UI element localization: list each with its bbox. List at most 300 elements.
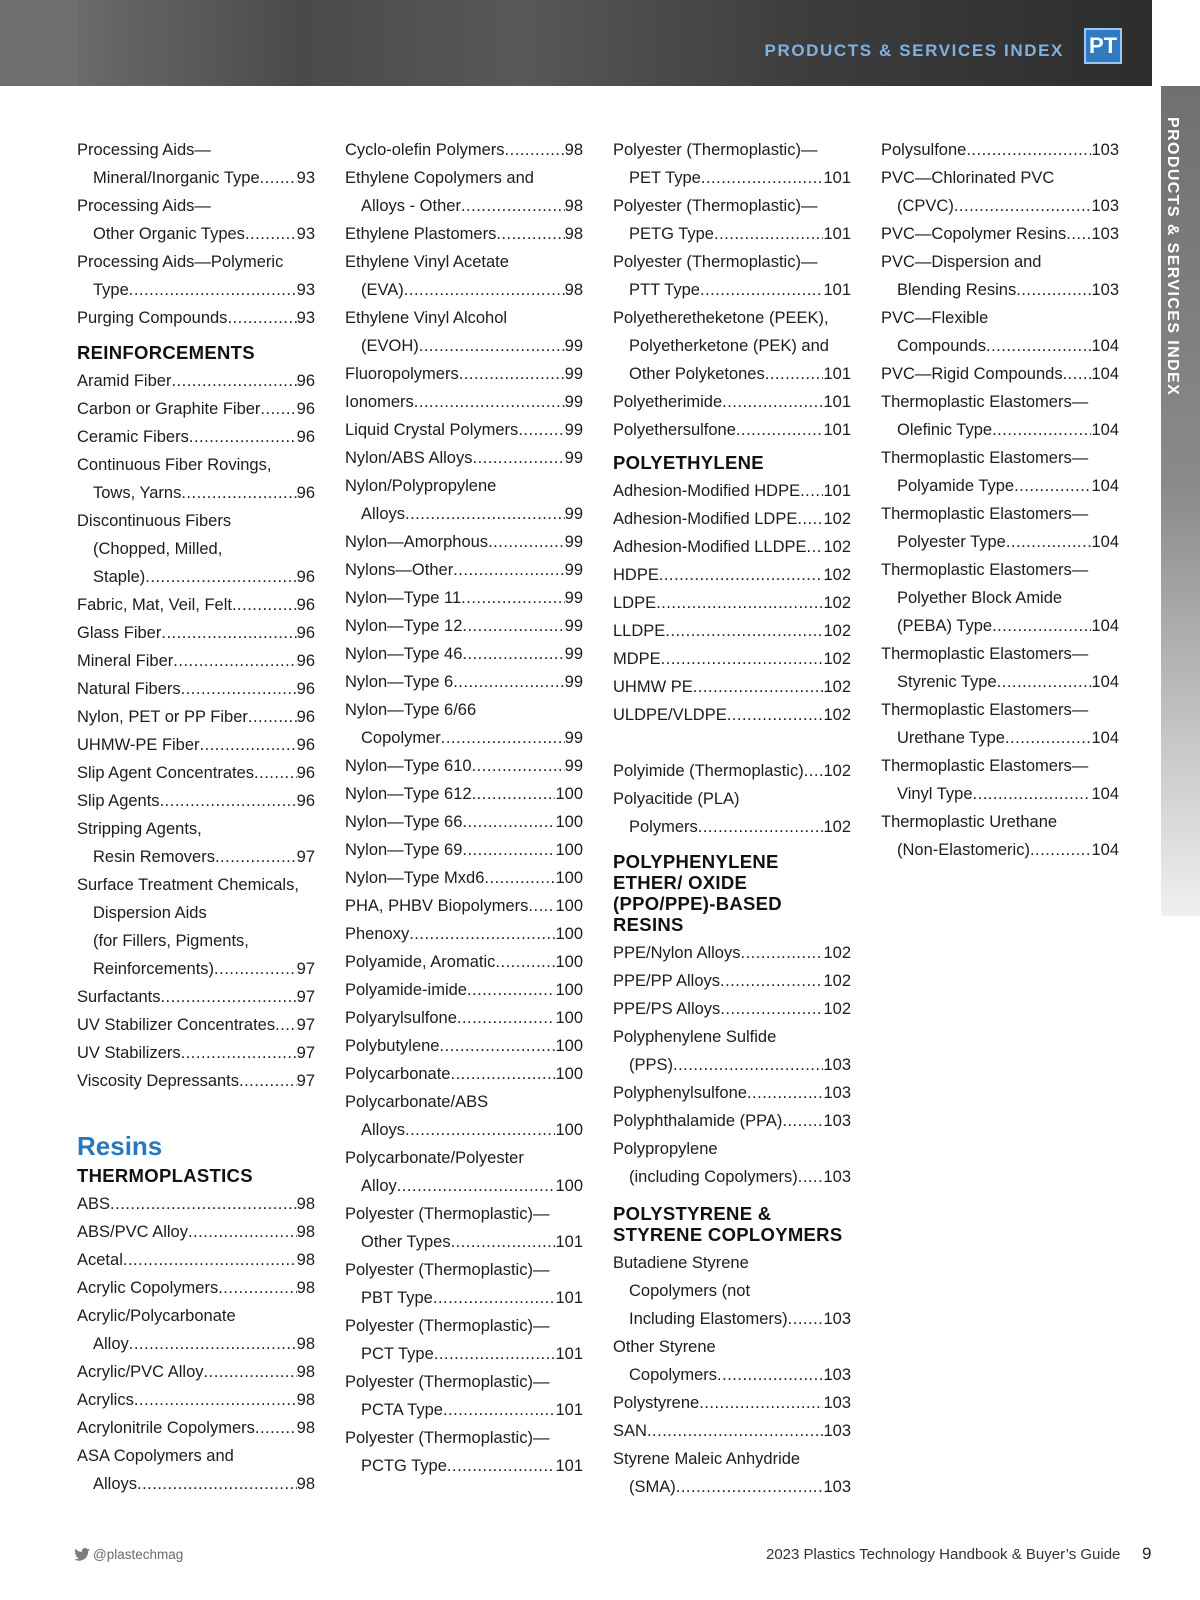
index-entry[interactable] — [345, 612, 583, 640]
entry-line — [345, 752, 583, 780]
index-entry[interactable] — [613, 477, 851, 505]
entry-line — [77, 220, 315, 248]
page-reference: 96 — [296, 680, 315, 698]
entry-text: Polyethersulfone — [613, 421, 736, 439]
entry-line — [345, 360, 583, 388]
dot-leader — [161, 619, 296, 647]
dot-leader — [248, 703, 297, 731]
index-entry[interactable] — [345, 444, 583, 472]
index-entry[interactable] — [77, 451, 315, 507]
entry-text: Viscosity Depressants — [77, 1072, 240, 1090]
index-entry[interactable] — [345, 1060, 583, 1088]
dot-leader — [200, 731, 297, 759]
entry-text: PET Type — [629, 169, 701, 187]
dot-leader — [204, 1358, 297, 1386]
dot-leader — [495, 948, 555, 976]
header-left-panel — [0, 0, 78, 86]
page-reference: 101 — [823, 225, 851, 243]
dot-leader — [788, 1305, 824, 1333]
index-entry[interactable] — [77, 703, 315, 731]
entry-text: Polyphthalamide (PPA) — [613, 1112, 783, 1130]
index-entry[interactable] — [345, 1032, 583, 1060]
index-entry[interactable] — [345, 248, 583, 304]
entry-text: Polycarbonate/Polyester — [345, 1149, 524, 1167]
entry-line — [77, 423, 315, 451]
index-entry[interactable] — [77, 1442, 315, 1498]
page-reference: 101 — [823, 169, 851, 187]
entry-text: Ethylene Plastomers — [345, 225, 497, 243]
index-entry[interactable] — [77, 675, 315, 703]
entry-line — [77, 759, 315, 787]
entry-text: Slip Agent Concentrates — [77, 764, 255, 782]
index-entry[interactable] — [613, 995, 851, 1023]
index-entry[interactable] — [345, 360, 583, 388]
index-entry[interactable] — [77, 787, 315, 815]
dot-leader — [457, 1004, 556, 1032]
dot-leader — [804, 757, 824, 785]
index-entry[interactable] — [345, 304, 583, 360]
entry-text: PVC—Copolymer Resins — [881, 225, 1067, 243]
index-entry[interactable] — [77, 1246, 315, 1274]
entry-line — [613, 1361, 851, 1389]
index-entry[interactable] — [77, 304, 315, 332]
index-entry[interactable] — [613, 967, 851, 995]
index-entry[interactable] — [613, 192, 851, 248]
entry-text: Nylon—Type 66 — [345, 813, 463, 831]
entry-text: Polyetherimide — [613, 393, 723, 411]
index-entry[interactable] — [77, 367, 315, 395]
entry-text: PBT Type — [361, 1289, 433, 1307]
dot-leader — [451, 1060, 556, 1088]
page-reference: 98 — [564, 281, 583, 299]
dot-leader — [992, 416, 1091, 444]
page-reference: 99 — [564, 757, 583, 775]
page-reference: 102 — [823, 972, 851, 990]
page-reference: 98 — [564, 141, 583, 159]
entry-text: ASA Copolymers and — [77, 1447, 234, 1465]
entry-line — [613, 673, 851, 701]
index-entry[interactable] — [881, 164, 1119, 220]
entry-line — [613, 645, 851, 673]
page-reference: 100 — [555, 953, 583, 971]
entry-line — [77, 1039, 315, 1067]
page-reference: 98 — [296, 1419, 315, 1437]
index-column-4 — [881, 136, 1119, 864]
index-entry[interactable] — [345, 920, 583, 948]
index-entry[interactable] — [613, 136, 851, 192]
index-entry[interactable] — [77, 1414, 315, 1442]
page-reference: 99 — [564, 645, 583, 663]
entry-line — [345, 640, 583, 668]
entry-text: Styrenic Type — [897, 673, 997, 691]
index-entry[interactable] — [77, 619, 315, 647]
index-entry[interactable] — [881, 136, 1119, 164]
entry-text: (PEBA) Type — [897, 617, 993, 635]
page-reference: 102 — [823, 818, 851, 836]
index-entry[interactable] — [77, 248, 315, 304]
index-entry[interactable] — [613, 416, 851, 444]
entry-line — [881, 472, 1119, 500]
entry-text: Polystyrene — [613, 1394, 700, 1412]
entry-text: Glass Fiber — [77, 624, 162, 642]
entry-text: Nylon—Type 12 — [345, 617, 463, 635]
entry-text: Ethylene Vinyl Acetate — [345, 253, 509, 271]
entry-text: Ethylene Vinyl Alcohol — [345, 309, 508, 327]
index-entry[interactable] — [345, 556, 583, 584]
index-entry[interactable] — [77, 1218, 315, 1246]
index-entry[interactable] — [345, 864, 583, 892]
index-entry[interactable] — [613, 248, 851, 304]
index-entry[interactable] — [345, 584, 583, 612]
dot-leader — [405, 1116, 555, 1144]
index-entry[interactable] — [881, 808, 1119, 864]
index-entry[interactable] — [613, 561, 851, 589]
publication-title: 2023 Plastics Technology Handbook & Buyer’s Guide — [766, 1546, 1121, 1563]
index-entry[interactable] — [345, 1004, 583, 1032]
index-entry[interactable] — [77, 871, 315, 983]
index-entry[interactable] — [77, 507, 315, 591]
page-reference: 102 — [823, 944, 851, 962]
entry-text: Nylon—Type 6 — [345, 673, 454, 691]
dot-leader — [419, 332, 565, 360]
index-entry[interactable] — [345, 1144, 583, 1200]
index-entry[interactable] — [345, 640, 583, 668]
index-column-3 — [613, 136, 851, 1501]
dot-leader — [676, 1473, 824, 1501]
index-entry[interactable] — [613, 757, 851, 785]
index-entry[interactable] — [345, 668, 583, 696]
entry-line — [345, 864, 583, 892]
index-entry[interactable] — [77, 1302, 315, 1358]
entry-line — [77, 983, 315, 1011]
index-entry[interactable] — [345, 836, 583, 864]
index-entry[interactable] — [345, 1312, 583, 1368]
dot-leader — [798, 1163, 824, 1191]
entry-text: Polyamide, Aromatic — [345, 953, 496, 971]
index-entry[interactable] — [345, 696, 583, 752]
entry-text: Thermoplastic Elastomers— — [881, 561, 1089, 579]
index-entry[interactable] — [613, 1079, 851, 1107]
index-entry[interactable] — [613, 304, 851, 388]
dot-leader — [647, 1417, 824, 1445]
page-reference: 98 — [296, 1391, 315, 1409]
page-reference: 100 — [555, 1065, 583, 1083]
index-entry[interactable] — [613, 645, 851, 673]
entry-text: Polypropylene — [613, 1140, 718, 1158]
entry-text: Polyester (Thermoplastic)— — [613, 197, 818, 215]
entry-line — [613, 939, 851, 967]
index-entry[interactable] — [345, 1256, 583, 1312]
index-entry[interactable] — [881, 640, 1119, 696]
index-entry[interactable] — [881, 220, 1119, 248]
entry-text: Polyetheretheketone (PEEK), — [613, 309, 829, 327]
index-entry[interactable] — [613, 533, 851, 561]
entry-text: (PPS) — [629, 1056, 674, 1074]
index-entry[interactable] — [613, 589, 851, 617]
entry-text: LLDPE — [613, 622, 666, 640]
dot-leader — [255, 1414, 297, 1442]
entry-text: Adhesion-Modified LDPE — [613, 510, 798, 528]
entry-line — [345, 1284, 583, 1312]
page-reference: 104 — [1091, 337, 1119, 355]
entry-text: (CPVC) — [897, 197, 954, 215]
page-reference: 100 — [555, 897, 583, 915]
entry-text: Resin Removers — [93, 848, 215, 866]
dot-leader — [462, 808, 555, 836]
dot-leader — [736, 416, 824, 444]
entry-line — [613, 967, 851, 995]
dot-leader — [129, 276, 297, 304]
entry-text: Olefinic Type — [897, 421, 993, 439]
index-entry[interactable] — [613, 1417, 851, 1445]
page-reference: 96 — [296, 792, 315, 810]
dot-leader — [717, 1361, 823, 1389]
entry-text: Ceramic Fibers — [77, 428, 189, 446]
entry-text: HDPE — [613, 566, 659, 584]
dot-leader — [700, 276, 824, 304]
index-entry[interactable] — [881, 752, 1119, 808]
page-reference: 100 — [555, 869, 583, 887]
entry-line — [613, 1079, 851, 1107]
index-entry[interactable] — [345, 1424, 583, 1480]
index-entry[interactable] — [345, 472, 583, 528]
entry-line — [345, 276, 583, 304]
entry-line — [77, 647, 315, 675]
index-entry[interactable] — [345, 976, 583, 1004]
dot-leader — [160, 787, 297, 815]
page-reference: 101 — [555, 1233, 583, 1251]
index-entry[interactable] — [77, 1358, 315, 1386]
index-entry[interactable] — [881, 444, 1119, 500]
entry-line — [345, 836, 583, 864]
entry-line — [345, 388, 583, 416]
index-entry[interactable] — [77, 759, 315, 787]
index-entry[interactable] — [613, 1333, 851, 1389]
dot-leader — [1005, 724, 1092, 752]
index-entry[interactable] — [345, 136, 583, 164]
index-entry[interactable] — [77, 192, 315, 248]
index-entry[interactable] — [345, 780, 583, 808]
dot-leader — [443, 1396, 556, 1424]
index-entry[interactable] — [77, 136, 315, 192]
dot-leader — [722, 388, 823, 416]
dot-leader — [467, 976, 556, 1004]
page-reference: 98 — [564, 197, 583, 215]
index-entry[interactable] — [613, 617, 851, 645]
index-entry[interactable] — [77, 395, 315, 423]
index-entry[interactable] — [881, 500, 1119, 556]
index-entry[interactable] — [77, 1190, 315, 1218]
index-entry[interactable] — [881, 556, 1119, 640]
index-entry[interactable] — [77, 423, 315, 451]
entry-text: PCTG Type — [361, 1457, 447, 1475]
index-entry[interactable] — [613, 1135, 851, 1191]
index-entry[interactable] — [77, 591, 315, 619]
entry-text: Ethylene Copolymers and — [345, 169, 534, 187]
page-reference: 100 — [555, 1009, 583, 1027]
index-entry[interactable] — [345, 220, 583, 248]
section-heading: REINFORCEMENTS — [77, 342, 255, 363]
entry-text: Acetal — [77, 1251, 123, 1269]
dot-leader — [145, 563, 296, 591]
index-entry[interactable] — [77, 1011, 315, 1039]
entry-line — [77, 703, 315, 731]
side-tab-label: PRODUCTS & SERVICES INDEX — [1164, 117, 1181, 397]
entry-text: Polyetherketone (PEK) and — [629, 337, 829, 355]
index-entry[interactable] — [77, 815, 315, 871]
index-entry[interactable] — [613, 701, 851, 729]
dot-leader — [110, 1190, 297, 1218]
index-entry[interactable] — [345, 416, 583, 444]
index-entry[interactable] — [77, 731, 315, 759]
entry-line — [345, 1452, 583, 1480]
entry-text: PVC—Flexible — [881, 309, 989, 327]
page-reference: 103 — [823, 1056, 851, 1074]
index-entry[interactable] — [881, 388, 1119, 444]
entry-text: PETG Type — [629, 225, 714, 243]
index-entry[interactable] — [613, 1445, 851, 1501]
page-reference: 104 — [1091, 365, 1119, 383]
index-entry[interactable] — [77, 1067, 315, 1095]
dot-leader — [765, 360, 824, 388]
entry-line — [613, 1473, 851, 1501]
index-entry[interactable] — [345, 388, 583, 416]
index-entry[interactable] — [345, 948, 583, 976]
dot-leader — [1030, 836, 1092, 864]
index-entry[interactable] — [613, 785, 851, 841]
entry-text: Processing Aids— — [77, 141, 211, 159]
index-entry[interactable] — [345, 1368, 583, 1424]
index-entry[interactable] — [613, 673, 851, 701]
entry-line — [345, 920, 583, 948]
page-reference: 104 — [1091, 785, 1119, 803]
index-entry[interactable] — [77, 1039, 315, 1067]
entry-line — [77, 1218, 315, 1246]
entry-line — [345, 1396, 583, 1424]
entry-line — [881, 780, 1119, 808]
page-reference: 97 — [296, 848, 315, 866]
entry-text: SAN — [613, 1422, 647, 1440]
entry-text: PPE/Nylon Alloys — [613, 944, 741, 962]
entry-line — [77, 367, 315, 395]
index-entry[interactable] — [345, 1088, 583, 1144]
section-heading: THERMOPLASTICS — [77, 1165, 253, 1186]
index-entry[interactable] — [613, 388, 851, 416]
dot-leader — [528, 892, 555, 920]
index-entry[interactable] — [77, 1386, 315, 1414]
dot-leader — [701, 164, 824, 192]
page-reference: 102 — [823, 510, 851, 528]
index-entry[interactable] — [613, 1107, 851, 1135]
page-reference: 102 — [823, 594, 851, 612]
page-reference: 96 — [296, 400, 315, 418]
index-column-2 — [345, 136, 583, 1480]
index-entry[interactable] — [345, 164, 583, 220]
entry-text: Alloys — [93, 1475, 138, 1493]
entry-text: ABS/PVC Alloy — [77, 1223, 188, 1241]
page-reference: 103 — [823, 1310, 851, 1328]
index-entry[interactable] — [77, 1274, 315, 1302]
entry-text: Staple) — [93, 568, 146, 586]
entry-text: Nylon—Type 612 — [345, 785, 472, 803]
entry-text: Other Organic Types — [93, 225, 245, 243]
page-reference: 96 — [296, 652, 315, 670]
index-entry[interactable] — [881, 360, 1119, 388]
page-reference: 102 — [823, 706, 851, 724]
dot-leader — [1016, 276, 1091, 304]
index-entry[interactable] — [345, 528, 583, 556]
page-reference: 98 — [564, 225, 583, 243]
entry-text: LDPE — [613, 594, 657, 612]
index-entry[interactable] — [345, 892, 583, 920]
page-reference: 101 — [823, 281, 851, 299]
dot-leader — [453, 668, 564, 696]
entry-line — [77, 1274, 315, 1302]
index-entry[interactable] — [613, 939, 851, 967]
dot-leader — [397, 1172, 556, 1200]
page-reference: 101 — [823, 482, 851, 500]
entry-text: Stripping Agents, — [77, 820, 202, 838]
index-entry[interactable] — [77, 647, 315, 675]
index-entry[interactable] — [345, 752, 583, 780]
entry-text: Copolymers — [629, 1366, 718, 1384]
entry-line — [77, 787, 315, 815]
entry-line — [77, 591, 315, 619]
entry-text: Polyimide (Thermoplastic) — [613, 762, 804, 780]
page-number: 9 — [1142, 1544, 1152, 1563]
page-reference: 99 — [564, 673, 583, 691]
entry-text: Polyacitide (PLA) — [613, 790, 740, 808]
page-reference: 103 — [823, 1168, 851, 1186]
entry-line — [881, 332, 1119, 360]
index-entry[interactable] — [881, 248, 1119, 304]
page-reference: 104 — [1091, 477, 1119, 495]
index-entry[interactable] — [613, 1023, 851, 1079]
entry-text: Thermoplastic Elastomers— — [881, 505, 1089, 523]
index-entry[interactable] — [77, 983, 315, 1011]
entry-text: Polyphenylene Sulfide — [613, 1028, 777, 1046]
dot-leader — [173, 647, 296, 675]
entry-text: Polyester (Thermoplastic)— — [345, 1317, 550, 1335]
entry-text: Polyamide-imide — [345, 981, 467, 999]
dot-leader — [129, 1330, 297, 1358]
entry-text: Reinforcements) — [93, 960, 215, 978]
index-entry[interactable] — [345, 808, 583, 836]
entry-text: Nylon—Type 610 — [345, 757, 472, 775]
index-entry[interactable] — [613, 1389, 851, 1417]
index-entry[interactable] — [345, 1200, 583, 1256]
dot-leader — [275, 1011, 297, 1039]
entry-text: ULDPE/VLDPE — [613, 706, 727, 724]
index-entry[interactable] — [881, 696, 1119, 752]
page-reference: 96 — [296, 428, 315, 446]
index-entry[interactable] — [881, 304, 1119, 360]
index-entry[interactable] — [613, 505, 851, 533]
dot-leader — [656, 589, 823, 617]
entry-line — [613, 1389, 851, 1417]
entry-line — [613, 617, 851, 645]
dot-leader — [260, 164, 297, 192]
major-section-heading: Resins — [77, 1131, 163, 1161]
index-entry[interactable] — [613, 1249, 851, 1333]
entry-text: (Chopped, Milled, — [93, 540, 223, 558]
dot-leader — [954, 192, 1092, 220]
entry-line — [77, 304, 315, 332]
footer-social[interactable] — [74, 1547, 183, 1564]
entry-text: Thermoplastic Elastomers— — [881, 757, 1089, 775]
dot-leader — [181, 479, 296, 507]
entry-text: Nylon—Type 69 — [345, 841, 463, 859]
